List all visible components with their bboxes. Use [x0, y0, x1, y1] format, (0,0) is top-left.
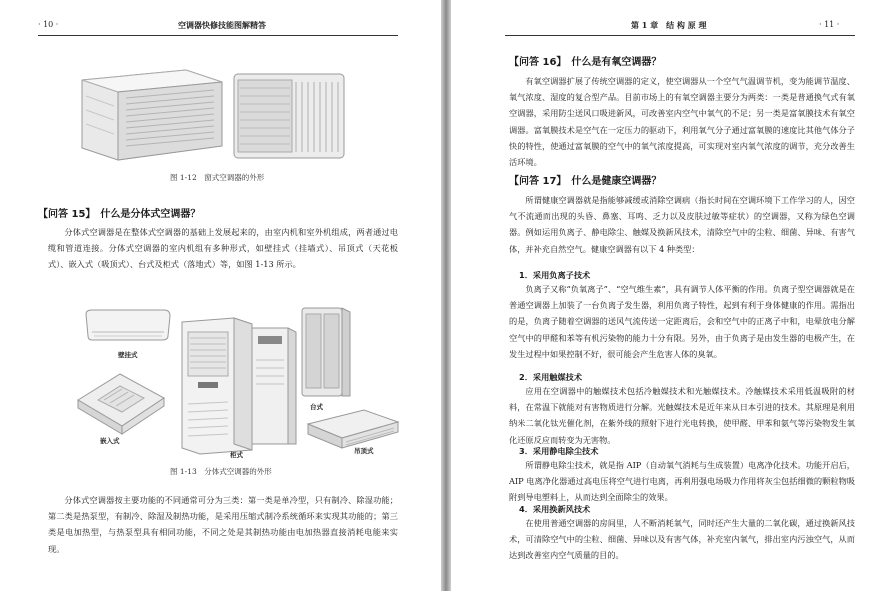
table-top-unit-image — [296, 304, 354, 400]
section-3-paragraph: 所谓静电除尘技术，就是指 AIP（自动氧气消耗与生成装置）电离净化技术。功能开启后，AIP 电离净化器通过高电压将空气进行电离，再利用强电场吸力作用将灰尘包括细微的颗粒物吸附到导电塑料上，从而达到全面除尘的效果。 — [509, 460, 855, 503]
label-ceiling: 吊顶式 — [354, 447, 374, 455]
section-2-paragraph: 应用在空调器中的触媒技术包括冷触媒技术和光触媒技术。冷触媒技术采用低温吸附的材料，在常温下就能对有害物质进行分解。光触媒技术是近年来从日本引进的技术。其原理是利用纳米二氧化钛光催化剂，在紫外线的照射下进行光电转换，使甲醛、甲苯和氨气等污染物发生氧化还原反应而转变为无害物。 — [509, 386, 855, 445]
page-number-left: · 10 · — [38, 20, 59, 29]
label-embedded: 嵌入式 — [100, 437, 120, 445]
running-title-right: 第 1 章 结 构 原 理 — [631, 20, 707, 30]
embedded-cassette-image — [72, 368, 168, 436]
running-title-left: 空调器快修技能图解精答 — [178, 20, 266, 30]
ceiling-suspended-unit-image — [302, 406, 402, 452]
page-number-right: · 11 · — [819, 20, 840, 29]
q16-paragraph: 有氧空调器扩展了传统空调器的定义，使空调器从一个空气气温调节机，变为能调节温度、氧气浓度、湿度的复合型产品。目前市场上的有氧空调器主要分为两类：一类是普通换气式有氧空调器，采用防尘送风口吸进新风，可改善室内空气中氧气的不足；另一类是富氧膜技术有氧空调器。富氧膜技术是空气在一定压力的驱动下，利用氧气分子通过富氧膜的速度比其他气体分子快的特性，使通过富氧膜的空气中的氧气浓度提高，可实现对室内氧气浓度的调节，充分改善生活环境。 — [509, 76, 855, 168]
label-cabinet: 柜式 — [230, 451, 243, 459]
q15-paragraph-2: 分体式空调器按主要功能的不同通常可分为三类：第一类是单冷型，只有制冷、除湿功能；第二类是热泵型，有制冷、除湿及制热功能，是采用压缩式制冷系统循环来实现其功能的；第三类是电加热型，与热泵型具有相同功能，不同之处是其制热功能由电加热器直接消耗电能来实现。 — [48, 495, 398, 554]
window-ac-image-1 — [78, 66, 226, 162]
wall-mounted-unit-image — [82, 306, 172, 346]
q16-heading: 【问答 16】 什么是有氧空调器？ — [509, 57, 662, 68]
header-rule-right — [505, 35, 855, 36]
section-2-heading: 2．采用触媒技术 — [519, 372, 583, 382]
figure-caption-1-12: 图 1-12 窗式空调器的外形 — [170, 173, 265, 182]
q17-heading: 【问答 17】 什么是健康空调器？ — [509, 176, 662, 187]
section-1-heading: 1．采用负离子技术 — [519, 270, 591, 280]
q17-paragraph: 所谓健康空调器就是指能够减缓或消除空调病（指长时间在空调环境下工作学习的人，因空气不流通而出现的头昏、鼻塞、耳鸣、乏力以及皮肤过敏等症状）的空调器，又称为绿色空调器。例如运用负离子、静电除尘、触媒及换新风技术，清除空气中的尘粒、细菌、异味、有害气体，并补充自然空气。健康空调器有以下 4 种类型： — [509, 195, 855, 254]
label-wall-mounted: 壁挂式 — [118, 351, 138, 359]
section-4-paragraph: 在使用普通空调器的房间里，人不断消耗氧气，同时还产生大量的二氧化碳，通过换新风技术，可清除空气中的尘粒、细菌、异味以及有害气体，补充室内氧气，排出室内污浊空气，从而达到改善室内空气质量的目的。 — [509, 518, 855, 561]
cabinet-floor-unit-image-2 — [246, 324, 300, 448]
section-4-heading: 4．采用换新风技术 — [519, 504, 591, 514]
figure-caption-1-13: 图 1-13 分体式空调器的外形 — [170, 467, 272, 476]
section-1-paragraph: 负离子又称“负氧离子”、“空气维生素”，具有调节人体平衡的作用。负离子型空调器就是在普通空调器上加装了一台负离子发生器，利用负离子特性，起到有利于身体健康的作用。需指出的是，负离子随着空调器的送风气流传送一定距离后，会和空气中的正离子中和，电晕放电分解空气中的甲醛和苯等有机污染物的能力十分有限。另外，由于负离子是由发生器的电极产生，在发生过程中如果控制不好，很可能会产生危害人体的臭氧。 — [509, 284, 855, 359]
label-table-top: 台式 — [310, 403, 323, 411]
header-rule-left — [38, 35, 398, 36]
right-page — [451, 0, 896, 591]
section-3-heading: 3．采用静电除尘技术 — [519, 446, 599, 456]
q15-heading: 【问答 15】 什么是分体式空调器？ — [38, 209, 201, 220]
window-ac-image-2 — [230, 68, 348, 162]
book-spine — [441, 0, 451, 591]
q15-paragraph-1: 分体式空调器是在整体式空调器的基础上发展起来的，由室内机和室外机组成，两者通过电缆和管道连接。分体式空调器的室内机组有多种形式，如壁挂式（挂墙式）、吊顶式（天花板式）、嵌入式（吸顶式）、台式及柜式（落地式）等，如图 1-13 所示。 — [48, 227, 398, 270]
left-page — [0, 0, 441, 591]
